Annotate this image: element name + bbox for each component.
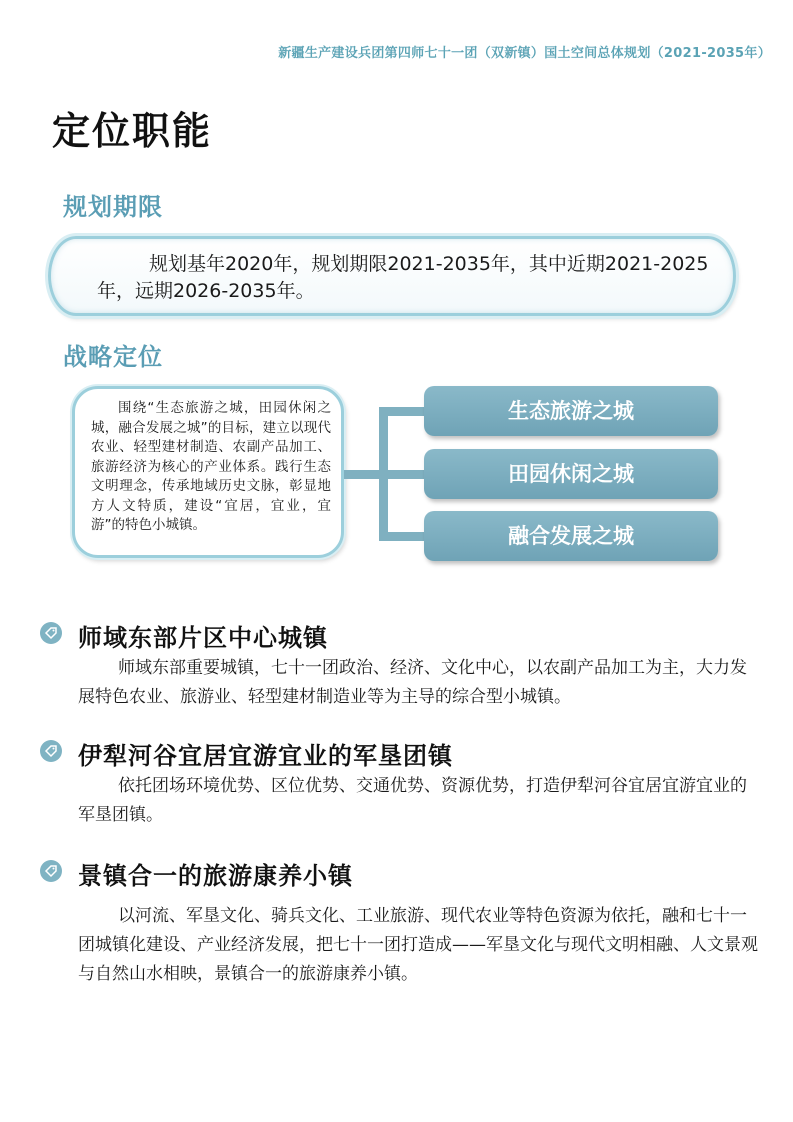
page-title: 定位职能 (52, 109, 213, 153)
connector-line (344, 470, 384, 479)
connector-branch (379, 532, 427, 541)
role-heading-east-center-town: 师域东部片区中心城镇 (78, 624, 328, 652)
planning-period-title: 规划期限 (63, 193, 163, 221)
role-text-military-reclamation-town: 依托团场环境优势、区位优势、交通优势、资源优势，打造伊犁河谷宜居宜游宜业的军垦团镇。 (78, 776, 747, 825)
role-text-east-center-town: 师域东部重要城镇，七十一团政治、经济、文化中心，以农副产品加工为主，大力发展特色农业、旅游业、轻型建材制造业等为主导的综合型小城镇。 (78, 658, 747, 707)
goal-ecological-tourism-city: 生态旅游之城 (424, 386, 718, 436)
goal-pastoral-leisure-city: 田园休闲之城 (424, 449, 718, 499)
connector-branch (379, 407, 427, 416)
role-heading-military-reclamation-town: 伊犁河谷宜居宜游宜业的军垦团镇 (78, 742, 453, 770)
goal-integrated-development-city: 融合发展之城 (424, 511, 718, 561)
tag-icon (40, 860, 62, 882)
planning-period-text: 规划基年2020年，规划期限2021-2035年，其中近期2021-2025年，远期2026-2035年。 (97, 253, 709, 302)
tag-icon (40, 622, 62, 644)
strategic-description-text: 围绕“生态旅游之城，田园休闲之城，融合发展之城”的目标，建立以现代农业、轻型建材制造、农副产品加工、旅游经济为核心的产业体系。践行生态文明理念，传承地域历史文脉，彰显地方人文特质，建设“宜居，宜业，宜游”的特色小城镇。 (91, 400, 331, 533)
role-text-tourism-wellness-town: 以河流、军垦文化、骑兵文化、工业旅游、现代农业等特色资源为依托，融和七十一团城镇化建设、产业经济发展，把七十一团打造成——军垦文化与现代文明相融、人文景观与自然山水相映，景镇合一的旅游康养小镇。 (78, 906, 758, 984)
document-header: 新疆生产建设兵团第四师七十一团（双新镇）国土空间总体规划（2021-2035年） (278, 46, 771, 61)
tag-icon (40, 740, 62, 762)
connector-branch (379, 470, 427, 479)
strategic-position-title: 战略定位 (63, 343, 163, 371)
role-heading-tourism-wellness-town: 景镇合一的旅游康养小镇 (78, 862, 353, 890)
